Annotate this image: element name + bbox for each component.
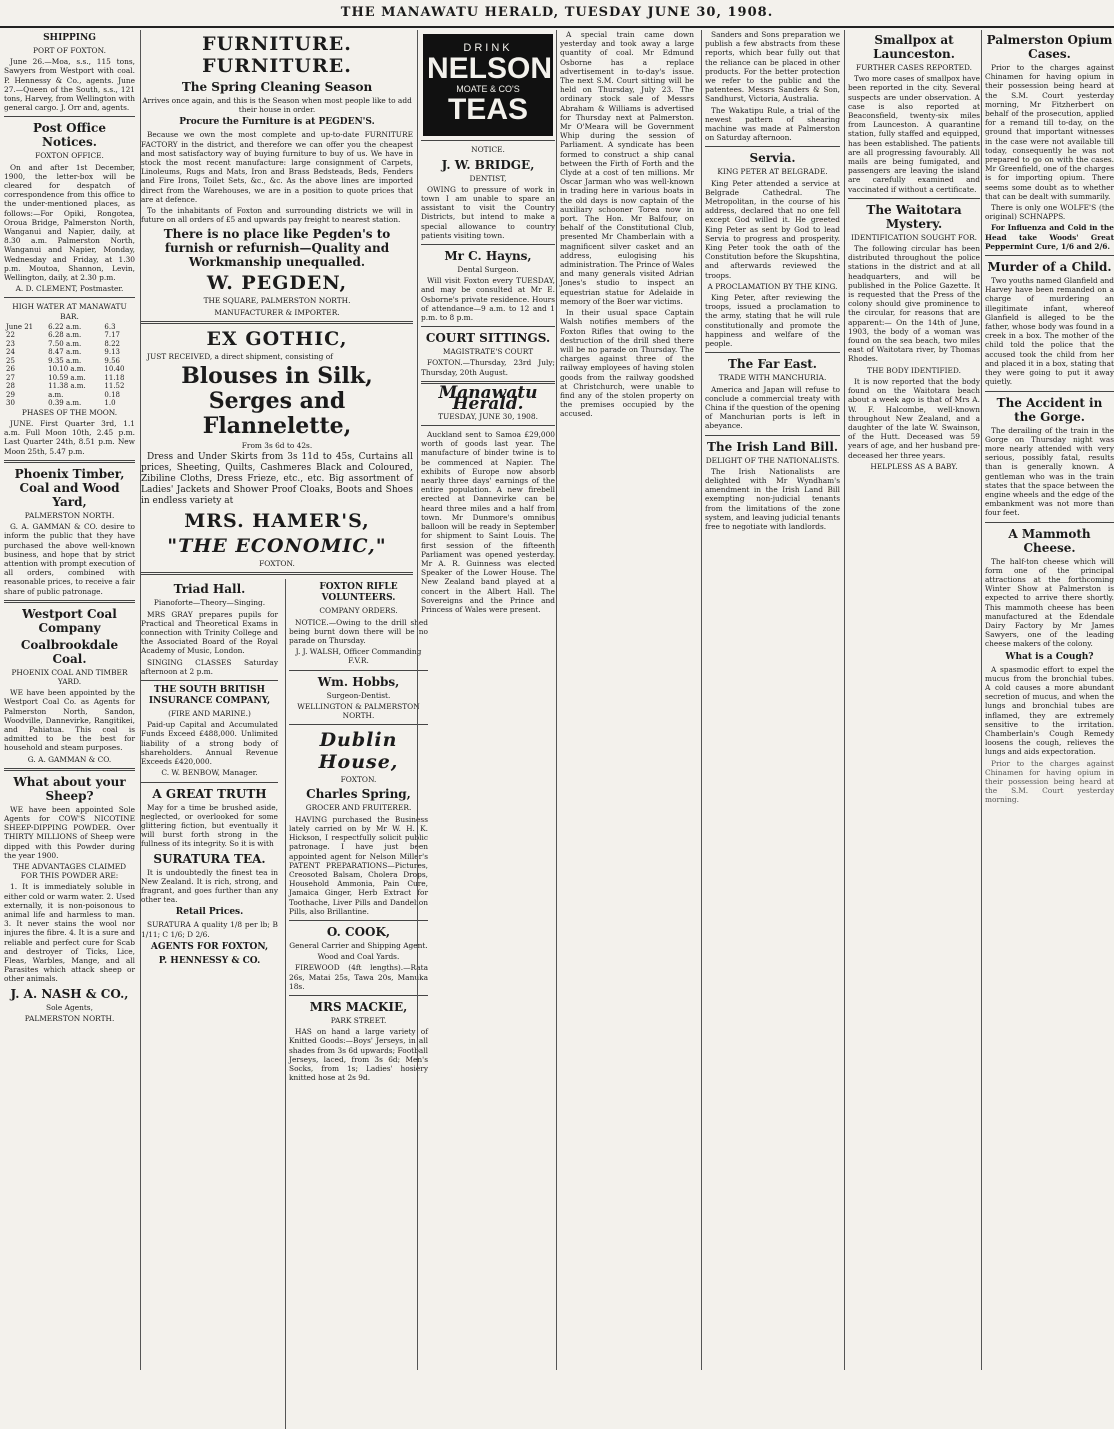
triad-sub: Pianoforte—Theory—Singing. <box>153 598 266 608</box>
column-4-right <box>701 30 840 1370</box>
shipping-heading: SHIPPING <box>43 33 96 43</box>
shipping-text: June 26.—Moa, s.s., 115 tons, Sawyers from Westport with coal. P. Hennessy & Co., agents. June 27.—Queen of the South, s.s., 121 tons, Harvey, from Wellington with general cargo. J. Orr and, agents. <box>4 57 135 113</box>
tea-nelson: NELSON <box>427 52 553 86</box>
mackie-text: HAS on hand a large variety of Knitted Goods:—Boys' Jerseys, in all shades from 3s 6d upwards; Football Jerseys, laced, from 3s 6d; Men's Socks, from 1s; Ladies' hosiery knitted hose at 2s 9d. <box>289 1027 428 1083</box>
smallpox-heading: Smallpox at Launceston. <box>873 33 955 61</box>
waitotara-heading: The Waitotara Mystery. <box>866 202 962 231</box>
helpless-heading: HELPLESS AS A BABY. <box>870 461 958 471</box>
table-row: 24 8.47 a.m. 9.13 <box>6 348 120 357</box>
cook-sub: General Carrier and Shipping Agent. <box>289 940 428 950</box>
body-text: It is now reported that the body found on the Waitotara beach about a week ago is that of Mrs A. W. F. Halcombe, well-known throughout New Zealand, and a daughter of the late W. Swainson, of the Hutt. Deceased was 59 years of age, and her husband pre-deceased her three years. <box>848 376 980 460</box>
great-truth-text: May for a time be brushed aside, neglected, or overlooked for some glittering fiction, but eventually it will burst forth strong in the fullness of its integrity. So it is with <box>141 802 278 849</box>
tea-drink: DRINK <box>463 42 513 54</box>
proclamation-text: King Peter, after reviewing the troops, issued a proclamation to the army, stating that he will rule constitutionally and promote the happiness and welfare of the people. <box>705 293 840 349</box>
bridge-heading: J. W. BRIDGE, <box>441 157 535 172</box>
sanders-text: Sanders and Sons preparation we publish a few abstracts from these reports, which bear fully out that the reliance can be placed in other products. For the better protection we refer to the public and the patentees. Messrs Sanders & Son, Sandhurst, Victoria, Australia. <box>705 30 840 104</box>
insurance-text: Paid-up Capital and Accumulated Funds Exceed £488,000. Unlimited liability of a strong body of shareholders. Annual Revenue Exceeds £420,000. <box>141 720 278 767</box>
pegden-address: THE SQUARE, PALMERSTON NORTH. <box>203 296 351 306</box>
table-row: 22 6.28 a.m. 7.17 <box>6 331 120 340</box>
nash-heading: J. A. NASH & CO., <box>10 986 129 1001</box>
gothic-heading: EX GOTHIC, <box>206 327 348 350</box>
rifle-sub: COMPANY ORDERS. <box>319 606 398 616</box>
cook-heading: O. COOK, <box>326 924 391 939</box>
irish-heading: The Irish Land Bill. <box>706 439 839 454</box>
column-2-left <box>141 579 278 1429</box>
tea-moate: MOATE & CO'S <box>456 84 520 95</box>
waitotara-text: The following circular has been distributed throughout the police stations in the district and at all headquarters, and will be published in the Police Gazette. It is requested that the Press of the colony should give prominence to the circular, for reasons that are apparent:— On the 14th of June, 1903, the body of a woman was found on the sea beach, two miles east of Waitotara river, by Thomas Rhodes. <box>848 244 980 364</box>
retail-text: SURATURA A quality 1/8 per lb; B 1/11; C 1/6; D 2/6. <box>141 920 278 939</box>
dublin-heading: Dublin House, <box>318 729 399 774</box>
spring-text: Arrives once again, and this is the Season when most people like to add their house in order. <box>142 96 412 115</box>
suratura-text: It is undoubtedly the finest tea in New Zealand. It is rich, strong, and fragrant, and goes further than any other tea. <box>141 867 278 905</box>
column-4-left <box>557 30 694 1370</box>
westport-heading: Westport Coal Company <box>22 606 117 635</box>
suratura-heading: SURATURA TEA. <box>153 851 266 866</box>
procure-text: Because we own the most complete and up-to-date FURNITURE FACTORY in the district, and therefore we can offer you the cheapest and most satisfactory way of buying furniture to buy of us. We have in stock the most recent manufacture: large consignment of Carpets, Linoleums, Rugs and Mats, Iron and Brass Bedsteads, Beds, Fenders and Fire Irons, Toilet Sets, &c., &c. As the above lines are imported direct from the Warehouses, we are in a position to quote prices that are at defence. <box>141 130 413 204</box>
cough-text: A spasmodic effort to expel the mucus from the bronchial tubes. A cold causes a more abundant secretion of mucus, and when the lungs and bronchial tubes are inflamed, they are extremely sensitive to the irritation. Chamberlain's Cough Remedy loosens the cough, relieves the lungs and aids expectoration. <box>985 664 1114 757</box>
serf-text: The Wakatipu Rule, a trial of the newest pattern of shearing machine was made at Palmerston on Saturday afternoon. <box>705 105 840 143</box>
triad-heading: Triad Hall. <box>173 582 246 597</box>
table-row: June 21 6.22 a.m. 6.3 <box>6 322 116 331</box>
hayns-text: Will visit Foxton every TUESDAY, and may be consulted at Mr E. Osborne's private residence. Hours of attendance—9 a.m. to 12 and 1 p.m. to 8 p.m. <box>421 276 555 323</box>
column-2-right <box>285 579 428 1429</box>
hayns-sub: Dental Surgeon. <box>457 265 519 275</box>
column-3 <box>417 30 555 1370</box>
tea-teas: TEAS <box>447 93 528 127</box>
servia-text: King Peter attended a service at Belgrade Cathedral. The Metropolitan, in the course of his address, declared that no one fell except God willed it. He greeted King Peter as sent by God to lead Servia to progress and prosperity. King Peter took the oath of the Constitution before the Skupshtina, and afterwards reviewed the troops. <box>705 178 840 280</box>
cook-text: FIREWOOD (4ft lengths).—Rata 26s, Matai 25s, Tawa 20s, Manuka 18s. <box>289 963 428 991</box>
advantages-heading: THE ADVANTAGES CLAIMED FOR THIS POWDER ARE: <box>12 861 127 881</box>
post-office-heading: Post Office Notices. <box>33 121 106 150</box>
column-2 <box>140 30 428 1370</box>
court-sub: MAGISTRATE'S COURT <box>442 347 534 357</box>
no-place-heading: There is no place like Pegden's to furnish or refurnish—Quality and Workmanship unequalled. <box>163 227 391 270</box>
sheep-heading: What about your Sheep? <box>13 774 126 803</box>
singing-text: SINGING CLASSES Saturday afternoon at 2 p.m. <box>141 657 278 676</box>
column-6 <box>981 30 1114 1370</box>
table-row: 23 7.50 a.m. 8.22 <box>6 339 120 348</box>
murder-heading: Murder of a Child. <box>987 260 1112 275</box>
rifle-heading: FOXTON RIFLE VOLUNTEERS. <box>319 582 398 604</box>
retail-heading: Retail Prices. <box>175 907 244 918</box>
opium-heading: Palmerston Opium Cases. <box>986 33 1113 61</box>
table-row: 25 9.35 a.m. 9.56 <box>6 356 120 365</box>
table-row: 28 11.38 a.m. 11.52 <box>6 382 125 391</box>
port-label: PORT OF FOXTON. <box>33 46 106 55</box>
furniture-heading: FURNITURE. FURNITURE. <box>202 33 352 77</box>
postmaster: A. D. CLEMENT, Postmaster. <box>15 284 124 294</box>
column-1 <box>4 30 135 1370</box>
dress-text: Dress and Under Skirts from 3s 11d to 45s, Curtains all prices, Sheeting, Quilts, Cashmeres Black and Coloured, Zibiline Cloths, Dress Frieze, etc., etc. Big assortment of Ladies' Jackets and Shower Proof Cloaks, Boots and Shoes in endless variety at <box>141 452 413 507</box>
blouses-price: From 3s 6d to 42s. <box>241 441 313 451</box>
triad-text: MRS GRAY prepares pupils for Practical and Theoretical Exams in connection with Trinity College and the Associated Board of the Royal Academy of Music, London. <box>141 609 278 656</box>
waitotara-sub: IDENTIFICATION SOUGHT FOR. <box>851 232 977 242</box>
court-heading: COURT SITTINGS. <box>425 331 551 346</box>
rifle-text: NOTICE.—Owing to the drill shed being burnt down there will be no parade on Thursday. <box>289 617 428 646</box>
news-text-left-2: In their usual space Captain Walsh notifies members of the Foxton Rifles that owing to the destruction of the drill shed there will be no parade on Thursday. The charges against three of the railway employees of having stolen goods from the railway goodshed at Christchurch, were unable to find any of the stolen property on the premises occupied by the accused. <box>560 308 694 419</box>
servia-sub: KING PETER AT BELGRADE. <box>717 167 828 177</box>
nelson-tea-ad <box>423 34 553 136</box>
timber-heading: Phoenix Timber, Coal and Wood Yard, <box>14 466 125 509</box>
post-office-text: On and after 1st December, 1900, the letter-box will be cleared for despatch of correspondence from this office to the under-mentioned places, as follows:—For Opiki, Rongotea, Oroua Bridge, Palmerston North, Wanganui and Napier, daily, at 8.30 a.m. Palmerston North, Wanganui and Napier, Monday, Wednesday and Friday, at 1.30 p.m. Moutoa, Shannon, Levin, Wellington, daily, at 2.30 p.m. <box>4 162 135 283</box>
news-text-left: A special train came down yesterday and took away a large quantity of coal. Mr Edmund Osborne has a replace advertisement in to-day's issue. The next S.M. Court sitting will be held on Thursday, July 23. The ordinary stock sale of Messrs Abraham & Williams is advertised for Thursday next at Palmerston. Mr O'Meara will be Government Whip during the session of Parliament. A syndicate has been formed to construct a ship canal between the Firth of Forth and the Clyde at a cost of ten millions. Mr Oscar Jarman who was well-known in trading here in various boats in the old days is now captain of the auxiliary schooner Torea now in port. The Hon. Mr Balfour, on behalf of the Constitutional Club, presented Mr Chamberlain with a magnificent silver casket and an address, eulogising his administration. The Prince of Wales and many generals visited Adrian Jones's studio to inspect an equestrian statue for Adelaide in memory of the Boer war victims. <box>560 30 694 306</box>
great-truth-heading: A GREAT TRUTH <box>152 786 267 801</box>
mackie-place: PARK STREET. <box>330 1015 387 1025</box>
pegden-sub: MANUFACTURER & IMPORTER. <box>214 307 340 317</box>
sheep-text: WE have been appointed Sole Agents for COW'S NICOTINE SHEEP-DIPPING POWDER. Over THIRTY MILLIONS of Sheep were dipped with this Powder during the year 1900. <box>4 804 135 860</box>
irish-text: The Irish Nationalists are delighted with Mr Wyndham's amendment in the Irish Land Bill exempting non-judicial tenants from the limitations of the zone system, and leaving judicial tenants free to negotiate with landlords. <box>705 466 840 531</box>
pegden-name: W. PEGDEN, <box>206 272 348 295</box>
far-east-sub: TRADE WITH MANCHURIA. <box>718 373 827 383</box>
spring-trade: GROCER AND FRUITERER. <box>305 803 412 813</box>
irish-sub: DELIGHT OF THE NATIONALISTS. <box>705 455 840 465</box>
timber-text: G. A. GAMMAN & CO. desire to inform the public that they have purchased the above well-known business, and hope that by strict attention with prompt execution of all orders, combined with reasonable prices, to receive a fair share of public patronage. <box>4 522 135 596</box>
notice-label: NOTICE. <box>471 145 505 155</box>
hennessy-heading: P. HENNESSY & CO. <box>158 955 261 966</box>
rifle-signature: J. J. WALSH, Officer Commanding F.V.R. <box>295 647 422 666</box>
masthead: THE MANAWATU HERALD, TUESDAY JUNE 30, 1908. <box>0 0 1114 28</box>
economic-name: "THE ECONOMIC," <box>167 535 387 558</box>
servia-heading: Servia. <box>749 151 796 166</box>
cough-heading: What is a Cough? <box>1005 651 1094 662</box>
hobbs-heading: Wm. Hobbs, <box>317 674 400 689</box>
spring-heading: The Spring Cleaning Season <box>181 80 373 94</box>
smallpox-text: Two more cases of smallpox have been reported in the city. Several suspects are under observation. A case is also reported at Beaconsfield, twenty-six miles from Launceston. A quarantine station, fully staffed and equipped, has been established. The patients are all progressing favourably. All mails are being fumigated, and passengers are leaving the island are carefully examined and vaccinated if without a certificate. <box>848 74 980 194</box>
hamer-name: MRS. HAMER'S, <box>184 510 370 533</box>
gorge-text: The derailing of the train in the Gorge on Thursday night was more nearly attended with very serious, possibly fatal, results than is generally known. A gentleman who was in the train states that the space between the engine wheels and the edge of the embankment was not more than four feet. <box>985 425 1114 518</box>
body-heading: THE BODY IDENTIFIED. <box>867 365 961 375</box>
herald-title: Manawatu Herald. <box>438 382 538 414</box>
mammoth-text: The half-ton cheese which will form one of the principal attractions at the forthcoming Winter Show at Palmerston is expected to arrive there shortly. This mammoth cheese has been manufactured at the Edendale Dairy Factory by Mr James Sawyers, one of the leading cheese makers of the colony. <box>985 556 1114 649</box>
table-row: 26 10.10 a.m. 10.40 <box>6 365 125 374</box>
spring-name: Charles Spring, <box>306 787 411 802</box>
blouses-heading: Blouses in Silk, Serges and Flannelette, <box>181 363 373 440</box>
economic-place: FOXTON. <box>259 559 295 569</box>
wolfe-text: There is only one WOLFE'S (the original) SCHNAPPS. <box>985 203 1114 222</box>
nash-place: PALMERSTON NORTH. <box>24 1013 115 1023</box>
news-text: Auckland sent to Samoa £29,000 worth of goods last year. The manufacture of binder twine is to be commenced at Napier. The exhibits of Europe now absorb nearly three days' earnings of the entire population. A new firebell erected at Dannevirke can be heard three miles and a half from town. Mr Dunmore's omnibus balloon will be ready in September for shipment to Saint Louis. The first session of the fifteenth Parliament was opened yesterday. Mr A. R. Guinness was elected Speaker of the Lower House. The New Zealand band played at a concert in the Albert Hall. The Sovereigns and the Prince and Princess of Wales were present. <box>421 430 555 614</box>
col6-text: Prior to the charges against Chinamen for having opium in their possession being heard at the S.M. Court yesterday morning. <box>985 758 1114 805</box>
benbow-signature: C. W. BENBOW, Manager. <box>161 768 258 778</box>
phoenix-coal: PHOENIX COAL AND TIMBER YARD. <box>11 667 128 686</box>
dentist-label: DENTIST, <box>469 173 507 183</box>
smallpox-sub: FURTHER CASES REPORTED. <box>855 63 973 72</box>
column-4 <box>556 30 840 1370</box>
gorge-heading: The Accident in the Gorge. <box>996 395 1103 424</box>
gamman-signature: G. A. GAMMAN & CO. <box>27 754 112 764</box>
herald-date: TUESDAY, JUNE 30, 1908. <box>438 411 538 421</box>
coalbrookdale-heading: Coalbrookdale Coal. <box>20 637 119 666</box>
column-2-lower <box>141 579 428 1429</box>
table-row: 30 0.39 a.m. 1.0 <box>6 399 116 408</box>
column-5 <box>844 30 980 1370</box>
insurance-heading: THE SOUTH BRITISH INSURANCE COMPANY, <box>148 685 271 707</box>
insurance-sub: (FIRE AND MARINE.) <box>168 709 251 719</box>
influenza-text: For Influenza and Cold in the Head take Woods' Great Peppermint Cure, 1/6 and 2/6. <box>985 223 1114 251</box>
timber-place: PALMERSTON NORTH. <box>24 510 115 520</box>
hobbs-place: WELLINGTON & PALMERSTON NORTH. <box>297 701 420 721</box>
mackie-heading: MRS MACKIE, <box>309 999 408 1014</box>
murder-text: Two youths named Glanfield and Harvey have been remanded on a charge of murdering an illegitimate infant, whereof Glanfield is alleged to be the father, whose body was found in a creek in a box. The mother of the child told the police that the accused took the child from her and placed it in a box, stating that they were going to put it away quietly. <box>985 276 1114 387</box>
cook-wood: Wood and Coal Yards. <box>317 952 400 962</box>
hobbs-sub: Surgeon-Dentist. <box>326 690 391 700</box>
advantages-text: 1. It is immediately soluble in either cold or warm water. 2. Used externally, it is non-poisonous to animal life and harmless to man. 3. It never stains the wool nor injures the fibre. 4. It is a sure and reliable and perfect cure for Scab and destroyer of Ticks, Lice, Fleas, Warbles, Mange, and all Parasites which attack sheep or other animals. <box>4 882 135 984</box>
table-row: 27 10.59 a.m. 11.18 <box>6 373 125 382</box>
gothic-lead: JUST RECEIVED, a direct shipment, consisting of <box>147 351 333 361</box>
procure-text-2: To the inhabitants of Foxton and surrounding districts we will in future on all orders of £5 and upwards pay freight to nearest station. <box>141 206 413 225</box>
court-text: FOXTON.—Thursday, 23rd July; Thursday, 20th August. <box>421 358 555 377</box>
table-row: 29 a.m. 0.18 <box>6 390 120 399</box>
proclamation-heading: A PROCLAMATION BY THE KING. <box>707 281 838 291</box>
hayns-heading: Mr C. Hayns, <box>444 249 532 264</box>
bridge-text: OWING to pressure of work in town I am unable to spare an assistant to visit the Country Districts, but intend to make a special allowance to country patients visiting town. <box>421 184 555 240</box>
mammoth-heading: A Mammoth Cheese. <box>1008 526 1091 555</box>
moon-text: JUNE. First Quarter 3rd, 1.1 a.m. Full Moon 10th, 2.45 p.m. Last Quarter 24th, 8.51 p.m. New Moon 25th, 5.47 p.m. <box>4 419 135 456</box>
tide-heading: HIGH WATER AT MANAWATU BAR. <box>12 302 127 321</box>
tide-table <box>4 323 135 408</box>
far-east-heading: The Far East. <box>727 357 817 372</box>
dublin-text: HAVING purchased the Business lately carried on by Mr W. H. K. Hickson, I respectfully solicit public patronage. I have just been appointed agent for Nelson Miller's PATENT PREPARATIONS—Pictures, Creosoted Balsam, Cholera Drops, Household Ammonia, Pain Cure, Jamaica Ginger, Herb Extract for Toothache, Liver Pills and Dandelion Pills, also Brillantine. <box>289 814 428 916</box>
westport-text: WE have been appointed by the Westport Coal Co. as Agents for Palmerston North, Sandon, Woodville, Dannevirke, Rangitikei, and Pahiatua. This coal is admitted to be the best for household and steam purposes. <box>4 688 135 753</box>
procure-heading: Procure the Furniture is at PEGDEN'S. <box>179 117 375 128</box>
moon-heading: PHASES OF THE MOON. <box>21 407 118 417</box>
nash-sub: Sole Agents, <box>46 1002 93 1012</box>
opium-text: Prior to the charges against Chinamen for having opium in their possession being heard at the S.M. Court yesterday morning, Mr Fitzherbert on behalf of the prosecution, applied for a remand till to-day, on the ground that important witnesses in the case were not available till today, consequently he was not prepared to go on with the cases. Mr Greenfield, one of the charges is for importing opium. There seems some doubt as to whether that can be dealt with summarily. <box>985 63 1114 201</box>
far-east-text: America and Japan will refuse to conclude a commercial treaty with China if the question of the opening of Manchurian ports is left in abeyance. <box>705 384 840 431</box>
post-office-sub: FOXTON OFFICE. <box>35 151 104 161</box>
agents-heading: AGENTS FOR FOXTON, <box>150 941 269 952</box>
dublin-place: FOXTON. <box>340 775 377 785</box>
